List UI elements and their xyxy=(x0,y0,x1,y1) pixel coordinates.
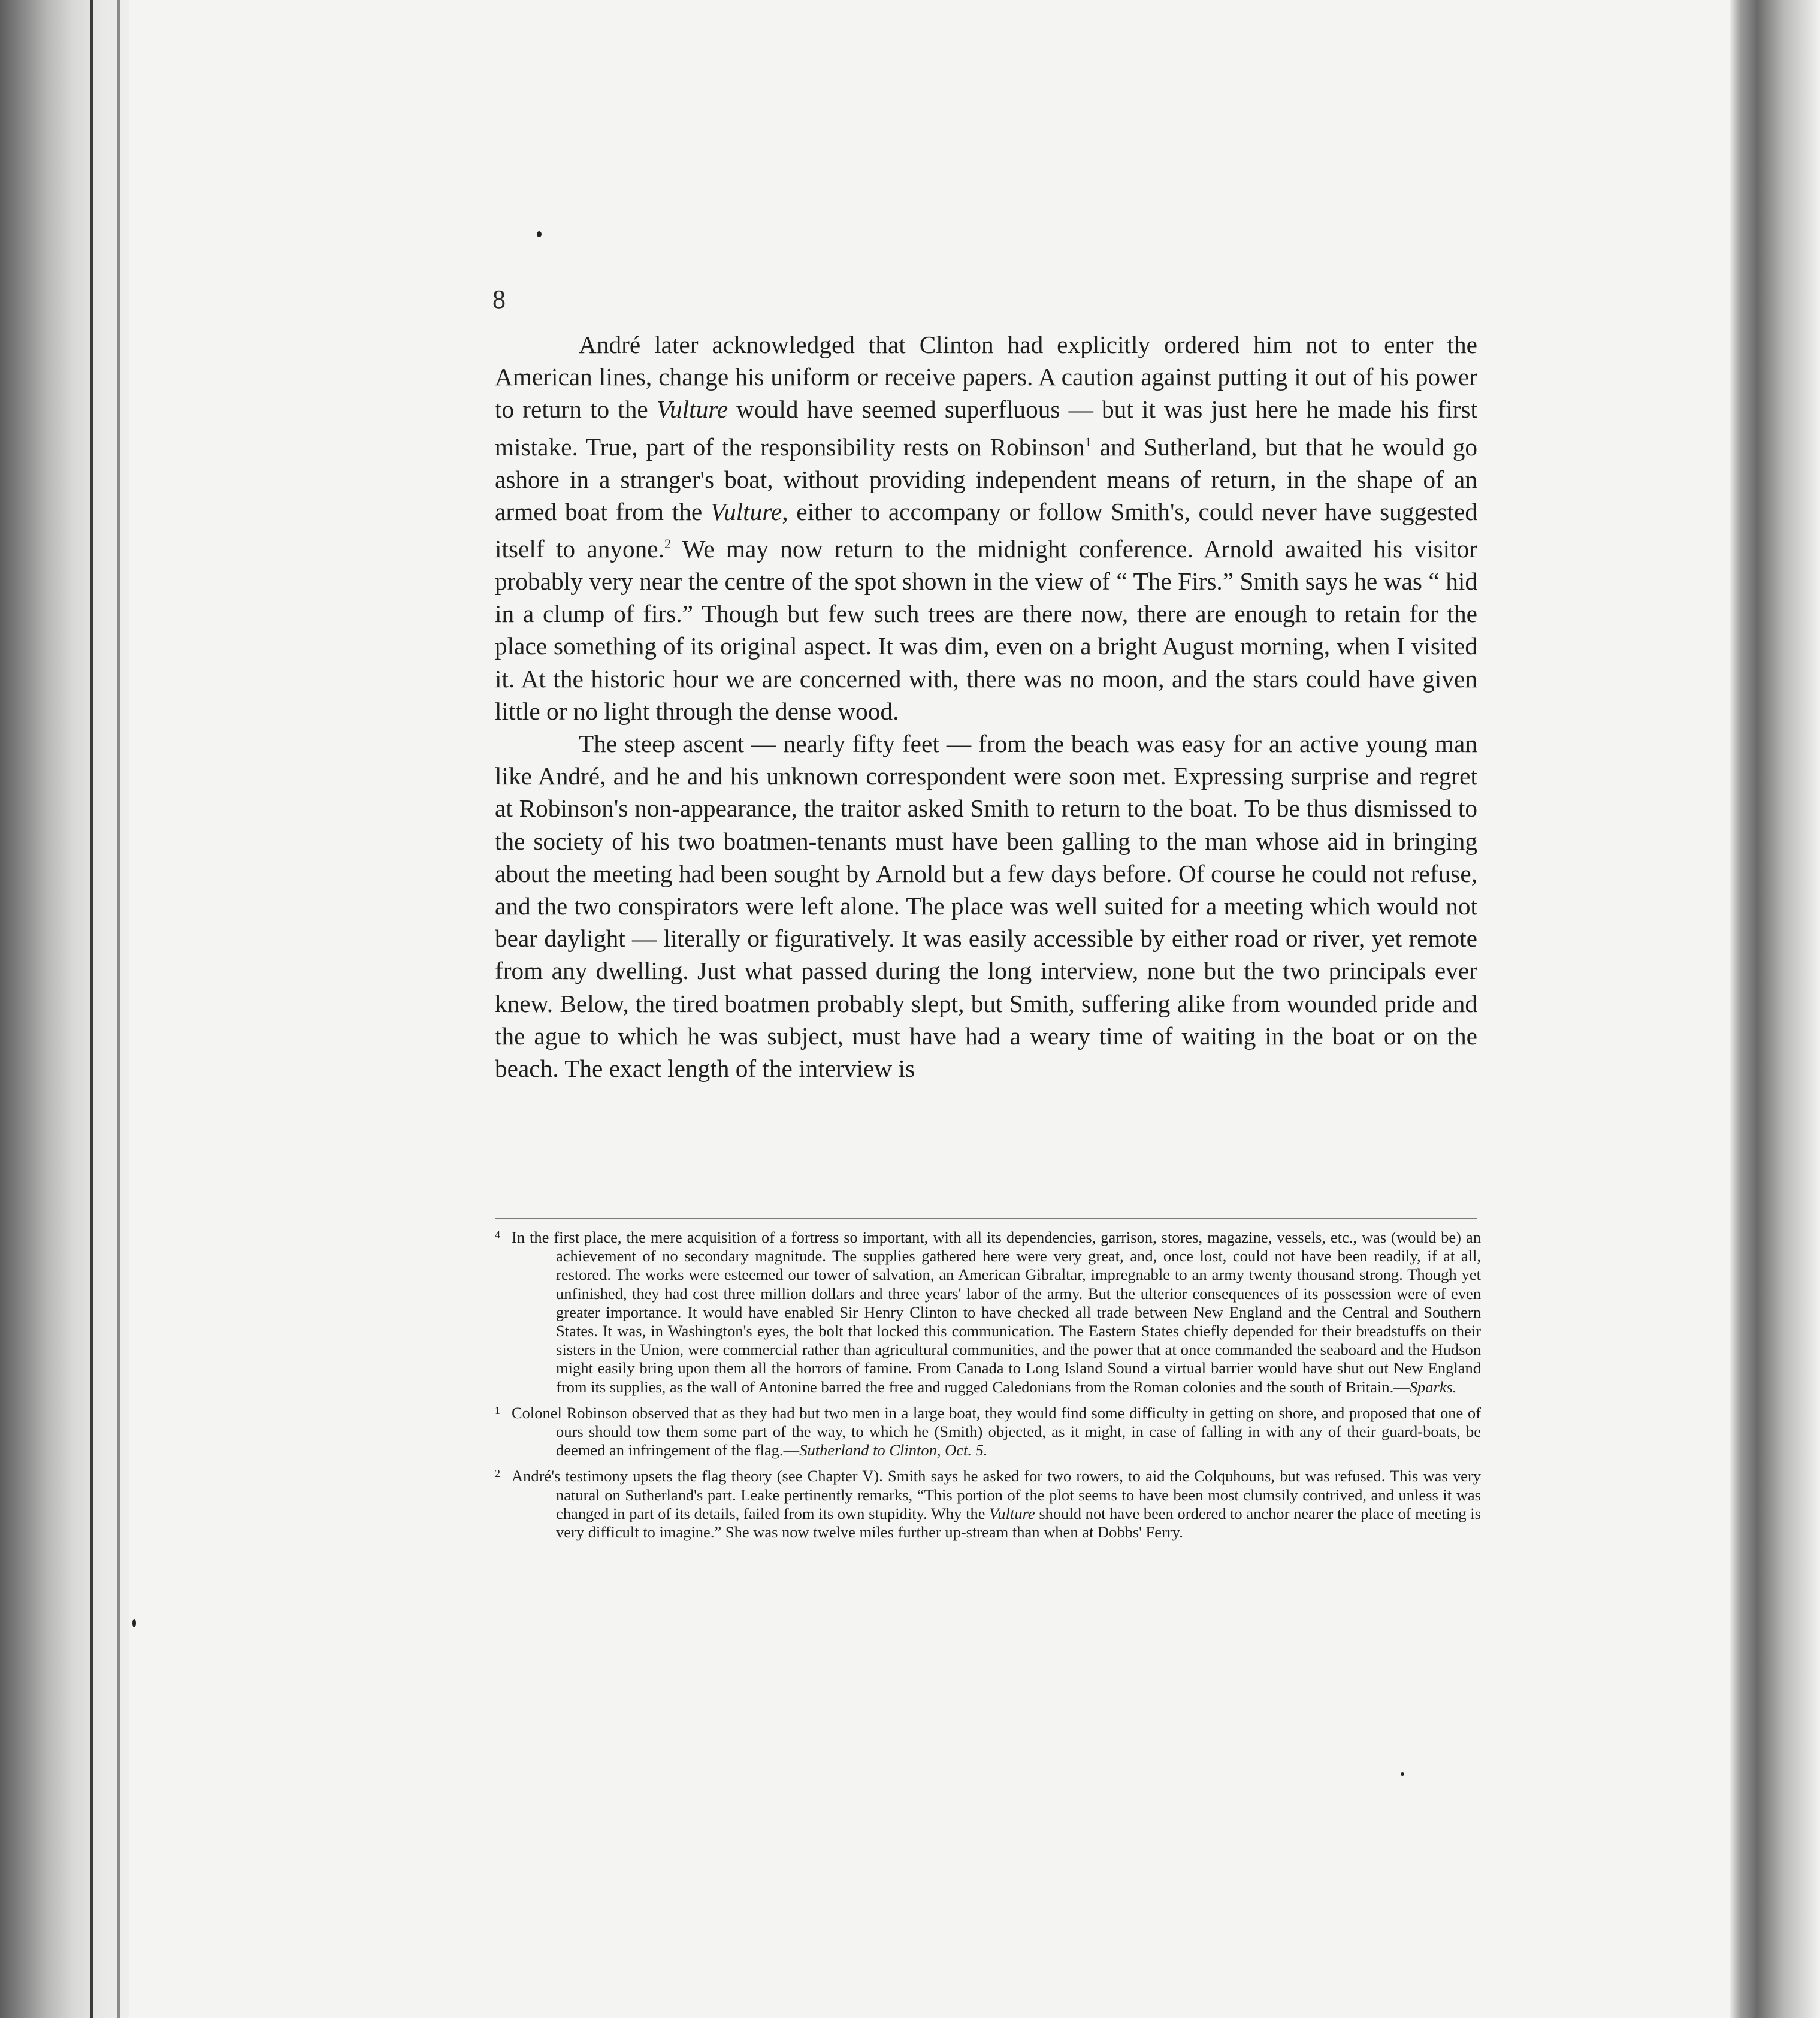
footnote-mark: 4 xyxy=(495,1229,500,1241)
spine-crease xyxy=(117,0,120,2018)
scan-speck xyxy=(537,231,542,237)
text-run: , either to accompany or follow Smith's, could never have suggested itself to anyone. xyxy=(495,497,1477,563)
text-run: would have seemed superfluous — but it was just here he made his first mistake. True, part of the responsibility rests on Robinson xyxy=(495,395,1477,461)
footnote-text: In the first place, the mere acquisition of a fortress so important, with all its dependencies, garrison, stores, magazine, vessels, etc., was (would be) an achievement of no secondary magnitude. The supplies gathered here were very great, and, once lost, could not have been readily, if at all, restored. The works were esteemed our tower of salvation, an American Gibraltar, impregnable to an army twenty thousand strong. Though yet unfinished, they had cost three million dollars and three years' labor of the army. But the ulterior consequences of its possession were of even greater importance. It would have enabled Sir Henry Clinton to have checked all trade between New England and the Central and Southern States. It was, in Washington's eyes, the bolt that locked this communication. The Eastern States chiefly depended for their breadstuffs on their sisters in the Union, were commercial rather than agricultural communities, and the power that at once commanded the seaboard and the Hudson might easily bring upon them all the horrors of famine. From Canada to Long Island Sound a virtual barrier would have shut out New England from its supplies, as the wall of Antonine barred the free and rugged Caledonians from the Roman colonies and the south of Britain.— xyxy=(512,1228,1481,1396)
footnote-mark: 2 xyxy=(495,1467,500,1480)
footnote-citation: Sutherland to Clinton, Oct. 5. xyxy=(799,1441,988,1460)
footnote-ref: 2 xyxy=(664,536,671,551)
footnote xyxy=(495,1404,1481,1460)
footnote-mark: 1 xyxy=(495,1404,500,1416)
scan-speck xyxy=(1401,1772,1404,1776)
italic-ship-name: Vulture xyxy=(656,395,728,424)
footnote xyxy=(495,1228,1481,1397)
footnote-text: should not have been ordered to anchor nearer the place of meeting is very difficult to imagine.” She was now twelve miles further up-stream than when at Dobbs' Ferry. xyxy=(556,1504,1481,1542)
footnote-text: André's testimony upsets the flag theory (see Chapter V). Smith says he asked for two rowers, to aid the Colquhouns, but was refused. This was very natural on Sutherland's part. Leake pertinently remarks, “This portion of the plot seems to have been most clumsily contrived, and unless it was changed in part of its details, failed from its own stupidity. Why the xyxy=(512,1467,1481,1522)
body-paragraph: The steep ascent — nearly fifty feet — from the beach was easy for an active young man like André, and he and his unknown correspondent were soon met. Expressing surprise and regret at Robinson's non-appearance, the traitor asked Smith to return to the boat. To be thus dismissed to the society of his two boatmen-tenants must have been galling to the man whose aid in bringing about the meeting had been sought by Arnold but a few days before. Of course he could not refuse, and the two conspirators were left alone. The place was well suited for a meeting which would not bear daylight — literally or figuratively. It was easily accessible by either road or river, yet remote from any dwelling. Just what passed during the long interview, none but the two principals ever knew. Below, the tired boatmen probably slept, but Smith, suffering alike from wounded pride and the ague to which he was subject, must have had a weary time of waiting in the boat or on the beach. The exact length of the interview is xyxy=(495,729,1477,1082)
body-paragraph xyxy=(495,328,1477,727)
body-text xyxy=(495,328,1477,1084)
italic-ship-name: Vulture xyxy=(989,1504,1035,1522)
footnote-citation: Sparks. xyxy=(1409,1377,1457,1396)
page-right-edge xyxy=(1730,0,1820,2018)
text-run: We may now return to the midnight conference. Arnold awaited his visitor probably very near the centre of the spot shown in the view of “ The Firs.” Smith says he was “ hid in a clump of firs.” Though but few such trees are there now, there are enough to retain for the place something of its original aspect. It was dim, even on a bright August morning, when I visited it. At the historic hour we are concerned with, there was no moon, and the stars could have given little or no light through the dense wood. xyxy=(495,534,1477,725)
footnote-rule xyxy=(495,1218,1477,1219)
footnotes xyxy=(495,1228,1481,1549)
footnote xyxy=(495,1467,1481,1542)
footnote-text: Colonel Robinson observed that as they had but two men in a large boat, they would find some difficulty in getting on shore, and proposed that one of ours should tow them some part of the way, to which he (Smith) objected, as it might, in case of falling in with any of their guard-boats, be deemed an infringement of the flag.— xyxy=(512,1403,1481,1460)
page-number: 8 xyxy=(492,285,506,314)
book-spine-edge xyxy=(0,0,129,2018)
spine-crease xyxy=(90,0,93,2018)
italic-ship-name: Vulture xyxy=(710,497,782,525)
text-run: and Sutherland, but that he would go ashore in a stranger's boat, without providing independent means of return, in the shape of an armed boat from the xyxy=(495,433,1477,525)
footnote-ref: 1 xyxy=(1084,434,1092,449)
text-run: André later acknowledged that Clinton had explicitly ordered him not to enter the American lines, change his uniform or receive papers. A caution against putting it out of his power to return to the xyxy=(495,331,1477,424)
scan-speck xyxy=(132,1619,136,1627)
